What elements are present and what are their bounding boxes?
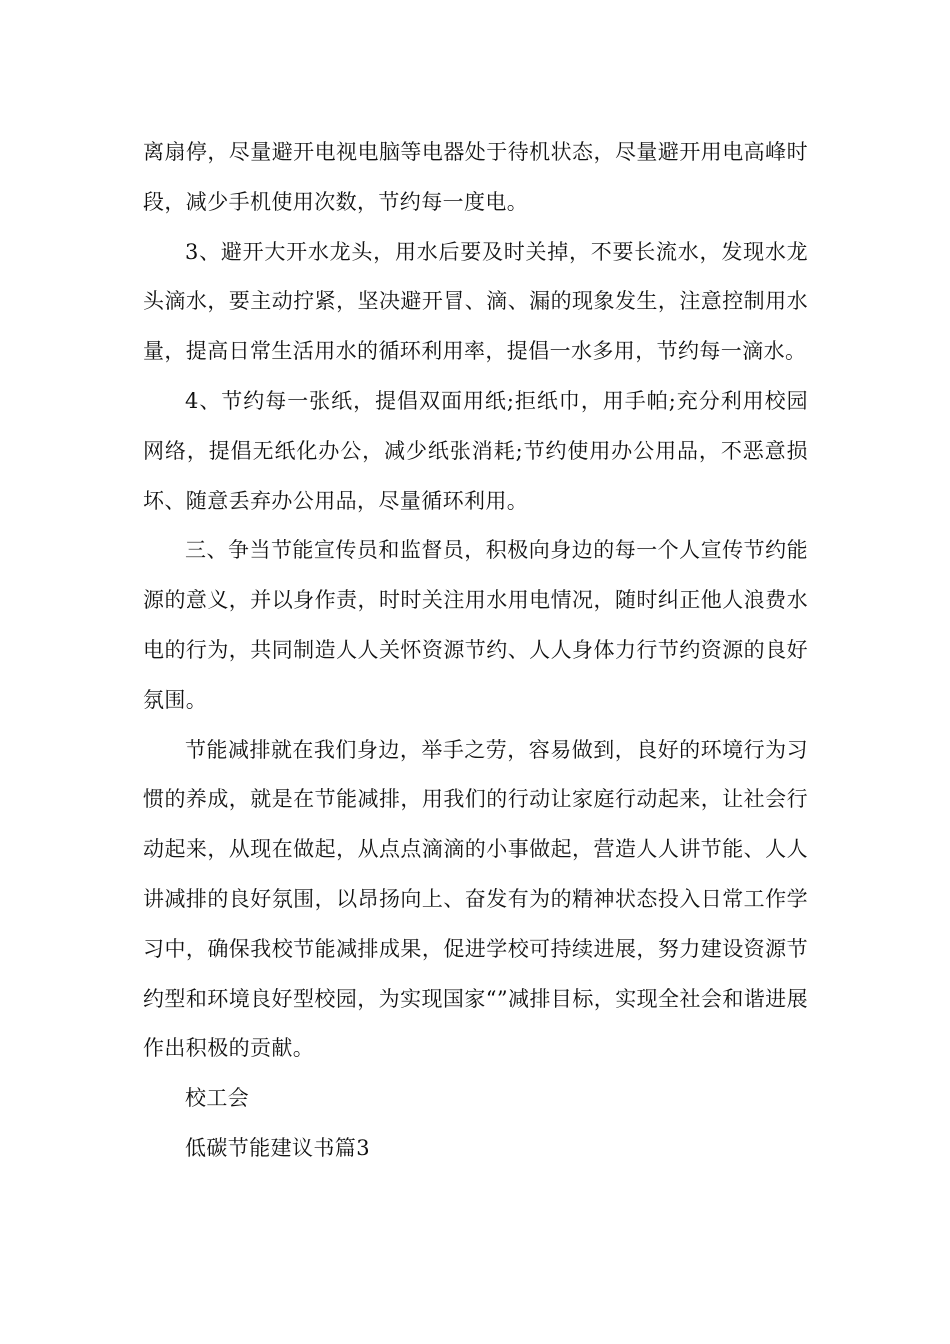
paragraph-continuation: 离扇停，尽量避开电视电脑等电器处于待机状态，尽量避开用电高峰时段，减少手机使用次数，节约每一度电。	[143, 140, 808, 214]
section-heading: 低碳节能建议书篇3	[185, 1135, 370, 1160]
paragraph-item-4: 4、节约每一张纸，提倡双面用纸;拒纸巾，用手帕;充分利用校园网络，提倡无纸化办公，减少纸张消耗;节约使用办公用品，不恶意损坏、随意丢弃办公用品，尽量循环利用。	[143, 388, 808, 513]
paragraph-section-three: 三、争当节能宣传员和监督员，积极向身边的每一个人宣传节约能源的意义，并以身作责，时时关注用水用电情况，随时纠正他人浪费水电的行为，共同制造人人关怀资源节约、人人身体力行节约资源的良好氛围。	[143, 538, 808, 712]
document-body	[143, 128, 808, 1174]
paragraph-conclusion: 节能减排就在我们身边，举手之劳，容易做到，良好的环境行为习惯的养成，就是在节能减排，用我们的行动让家庭行动起来，让社会行动起来，从现在做起，从点点滴滴的小事做起，营造人人讲节能、人人讲减排的良好氛围，以昂扬向上、奋发有为的精神状态投入日常工作学习中，确保我校节能减排成果，促进学校可持续进展，努力建设资源节约型和环境良好型校园，为实现国家“”减排目标，实现全社会和谐进展作出积极的贡献。	[143, 737, 808, 1061]
signature-line: 校工会	[185, 1086, 250, 1111]
paragraph-item-3: 3、避开大开水龙头，用水后要及时关掉，不要长流水，发现水龙头滴水，要主动拧紧，坚决避开冒、滴、漏的现象发生，注意控制用水量，提高日常生活用水的循环利用率，提倡一水多用，节约每一滴水。	[143, 239, 808, 364]
